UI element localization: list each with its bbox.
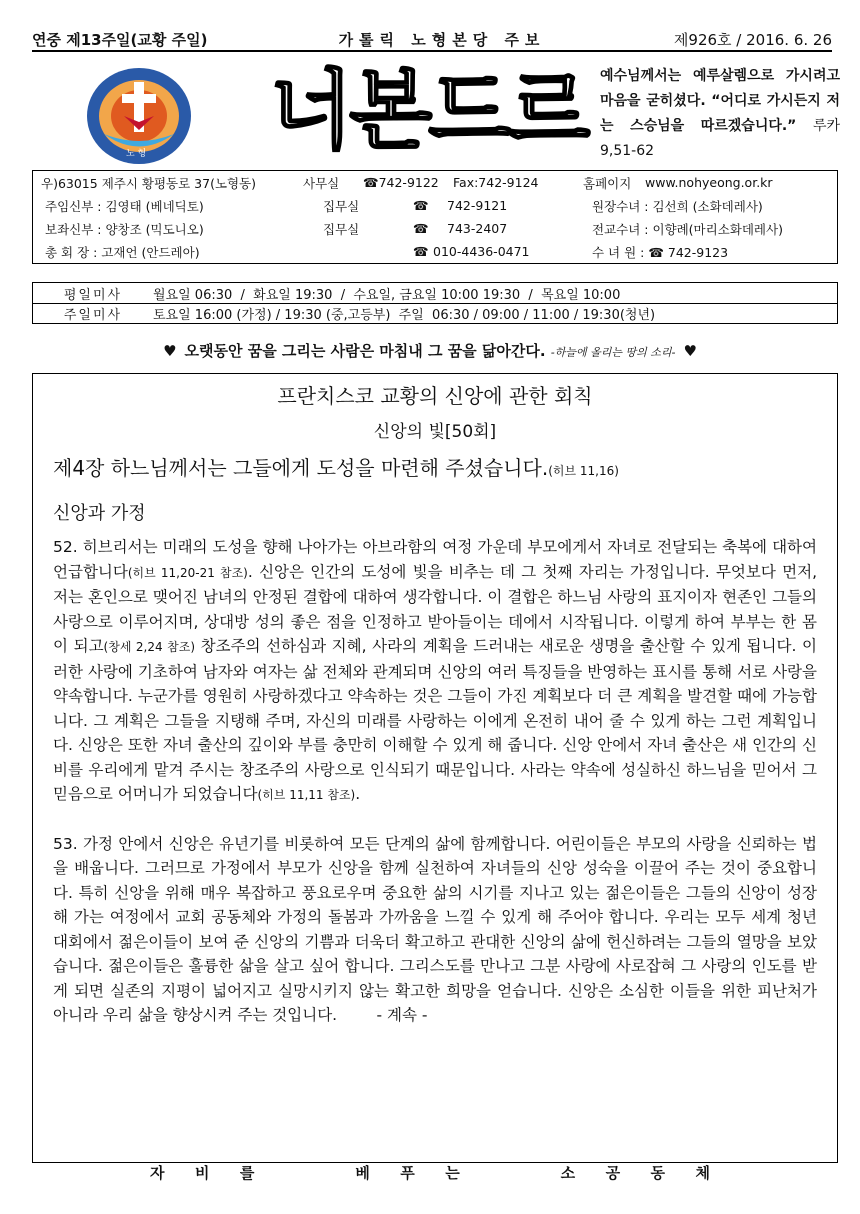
bulletin-header <box>32 28 832 52</box>
parish-info-box <box>32 170 838 264</box>
slogan-char: 를 <box>239 1164 255 1182</box>
pastor-phone: 742-9121 <box>447 198 508 213</box>
slogan-char: 푸 <box>400 1164 415 1182</box>
bulletin-name: 가톨릭 노형본당 주보 <box>338 30 546 49</box>
slogan-char: 비 <box>194 1164 210 1182</box>
address: 우)63015 제주시 황평동로 37(노형동) <box>41 175 257 191</box>
slogan-char: 는 <box>445 1164 460 1182</box>
convent-phone: 수 녀 원 : ☎ 742-9123 <box>592 244 729 260</box>
continued-marker: - 계속 - <box>376 1006 428 1024</box>
slogan-char: 체 <box>695 1164 710 1182</box>
article-title: 프란치스코 교황의 신앙에 관한 회칙 <box>277 384 593 408</box>
article-subtitle: 신앙의 빛[50회] <box>373 422 497 442</box>
homepage-label: 홈페이지 <box>583 175 632 191</box>
paragraph-52 <box>53 535 817 808</box>
missionary-nun: 전교수녀 : 이향례(마리소화데레사) <box>592 221 783 237</box>
masthead-title: 너본드르 <box>270 61 587 161</box>
slogan-char: 공 <box>605 1164 621 1182</box>
phone-icon: ☎ <box>413 198 429 213</box>
sunday-mass-label: 주일미사 <box>63 308 123 323</box>
quote-text: 예수님께서는 예루살렘으로 가시려고 마음을 굳히셨다. “어디로 가시든지 저는 스승님을 따르겠습니다.” <box>600 68 840 134</box>
paragraph-text: . 신앙은 인간의 도성에 빛을 비추는 데 그 첫째 자리는 가정입니다. 무엇보다 먼저, 저는 혼인으로 맺어진 남녀의 안정된 결합에 대하여 생각합니다. 이 결합은 하느님 사랑의 표지이자 현존인 그들의 사랑으로 이루어지며, 상대방 성의 좋은 점을 인정하고 받아들이는 데에서 시작됩니다. 이렇게 하여 부부는 한 몸이 되고 <box>53 562 817 655</box>
office-phone: ☎742-9122 <box>363 175 439 190</box>
motto-text: 오랫동안 꿈을 그리는 사람은 마침내 그 꿈을 닮아간다. <box>184 342 546 360</box>
motto-source: -하늘에 올리는 땅의 소리- <box>550 346 676 359</box>
weekday-mass-label: 평일미사 <box>63 287 123 303</box>
council-president: 총 회 장 : 고재언 (안드레아) <box>45 244 200 260</box>
sunday-mass-times: 토요일 16:00 (가정) / 19:30 (중,고등부) 주일 06:30 / 09:00 / 11:00 / 19:30(청년) <box>153 308 656 323</box>
homepage-link[interactable]: www.nohyeong.or.kr <box>645 175 773 190</box>
issue-number-date: 제926호 / 2016. 6. 26 <box>673 30 832 49</box>
slogan-char: 베 <box>355 1164 370 1182</box>
parish-logo <box>84 64 194 168</box>
paragraph-text: 창조주의 선하심과 지혜, 사라의 계획을 드러내는 새로운 생명을 출산할 수 있게 됩니다. 이러한 사랑에 기초하여 남자와 여자는 삶 전체와 관계되며 신앙의 여러 특징들을 반영하는 표시를 통해 서로 사랑을 약속합니다. 누군가를 영원히 사랑하겠다고 약속하는 것은 그들이 가진 계획보다 더 큰 계획을 발견할 때에 가능합니다. 그 계획은 그들을 지탱해 주며, 자신의 미래를 사랑하는 이에게 온전히 내어 줄 수 있게 하는 그런 계획입니다. 신앙은 또한 자녀 출산의 깊이와 부를 충만히 이해할 수 있게 해 줍니다. 신앙 안에서 자녀 출산은 새 인간의 신비를 우리에게 맡겨 주시는 창조주의 사랑으로 인식되기 때문입니다. 사라는 약속에 성실하신 하느님을 믿어서 그 믿음으로 어머니가 되었습니다 <box>53 637 817 803</box>
president-phone: 010-4436-0471 <box>433 244 530 259</box>
heart-icon: ♥ <box>683 342 697 360</box>
assistant-phone: 743-2407 <box>447 221 508 236</box>
motto <box>0 340 860 361</box>
pastor: 주임신부 : 김영태 (베네딕토) <box>45 198 204 214</box>
paragraph-53 <box>53 832 817 1028</box>
chapter-heading <box>53 452 837 481</box>
main-article <box>32 373 838 1163</box>
bible-reference: (히브 11,11 참조) <box>257 788 356 802</box>
slogan-char: 소 <box>560 1164 576 1182</box>
phone-icon: ☎ <box>413 221 429 236</box>
paragraph-text: 52. 히브리서는 미래의 도성을 향해 나아가는 아브라함의 여정 가운데 부모에게서 자녀로 전달되는 축복에 대하여 언급합니다 <box>53 538 817 581</box>
section-heading: 신앙과 가정 <box>53 503 146 524</box>
bible-reference: (히브 11,20-21 참조) <box>127 565 248 580</box>
superior-nun: 원장수녀 : 김선희 (소화데레사) <box>592 198 763 214</box>
slogan-char: 동 <box>650 1164 666 1182</box>
pastor-office-label: 집무실 <box>323 198 360 214</box>
weekday-mass-times: 월요일 06:30 / 화요일 19:30 / 수요일, 금요일 10:00 19:30 / 목요일 10:00 <box>153 287 621 303</box>
bible-reference: (창세 2,24 참조) <box>103 640 196 654</box>
slogan-char: 자 <box>150 1164 165 1182</box>
chapter-reference: (히브 11,16) <box>548 464 619 478</box>
heart-icon: ♥ <box>163 342 177 360</box>
quote-reference: 루카 9,51-62 <box>600 118 841 159</box>
office-label: 사무실 <box>303 175 340 191</box>
chapter-title: 제4장 하느님께서는 그들에게 도성을 마련해 주셨습니다. <box>53 456 549 480</box>
mass-schedule <box>32 282 838 324</box>
assistant-priest: 보좌신부 : 양창조 (믹도니오) <box>45 221 204 237</box>
paragraph-text: . <box>355 785 361 803</box>
fax-number: Fax:742-9124 <box>453 175 539 190</box>
assistant-office-label: 집무실 <box>323 221 360 237</box>
footer-slogan <box>150 1162 710 1183</box>
scripture-quote <box>600 64 840 164</box>
phone-icon: ☎ <box>413 244 429 259</box>
logo-text: 노 형 <box>126 149 147 159</box>
liturgical-day: 연중 제13주일(교황 주일) <box>32 30 208 49</box>
paragraph-text: 53. 가정 안에서 신앙은 유년기를 비롯하여 모든 단계의 삶에 함께합니다. 어린이들은 부모의 사랑을 신뢰하는 법을 배웁니다. 그러므로 가정에서 부모가 신앙을 함께 실천하여 자녀들의 신앙 성숙을 이끌어 주는 것이 중요합니다. 특히 신앙을 위해 매우 복잡하고 풍요로우며 중요한 삶의 시기를 지나고 있는 젊은이들은 그들의 신앙이 성장해 가는 여정에서 교회 공동체와 가정의 돌봄과 가까움을 느낄 수 있게 해 주어야 합니다. 우리는 모두 세계 청년 대회에서 젊은이들이 보여 준 신앙의 기쁨과 더욱더 확고하고 관대한 신앙의 삶에 헌신하려는 그들의 열망을 보았습니다. 젊은이들은 훌륭한 삶을 살고 싶어 합니다. 그리스도를 만나고 그분 사랑에 사로잡혀 그 사랑의 인도를 받게 되면 실존의 지평이 넓어지고 실망시키지 않는 확고한 희망을 얻습니다. 신앙은 소심한 이들을 위한 피난처가 아니라 우리 삶을 향상시켜 주는 것입니다. <box>53 834 817 1024</box>
